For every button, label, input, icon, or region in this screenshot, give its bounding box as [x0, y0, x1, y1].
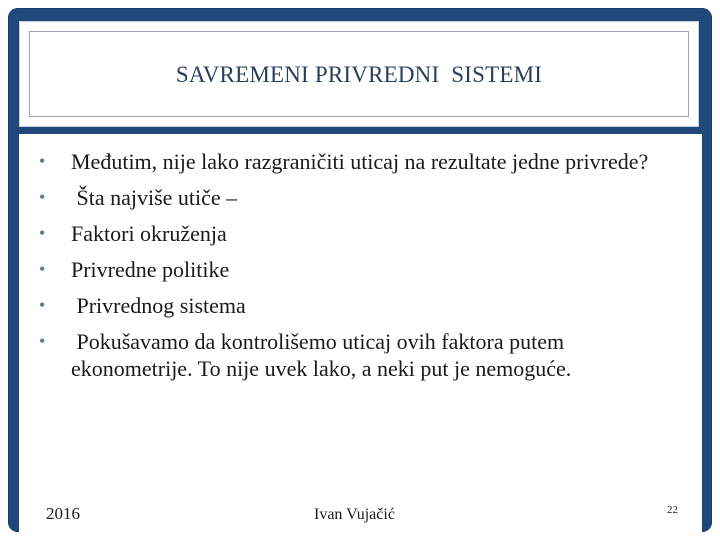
bullet-text: Faktori okruženja — [71, 221, 227, 246]
bullet-icon: • — [39, 151, 46, 171]
bullet-list — [39, 148, 679, 391]
slide-footer — [19, 494, 702, 534]
bullet-icon: • — [39, 295, 46, 315]
footer-year: 2016 — [46, 504, 80, 523]
bullet-item — [39, 328, 679, 382]
bullet-item — [39, 184, 679, 211]
bullet-text: Šta najviše utiče – — [71, 185, 238, 210]
title-box — [19, 21, 699, 127]
content-box — [19, 134, 702, 534]
bullet-item — [39, 148, 679, 175]
bullet-icon: • — [39, 331, 46, 351]
title-inner-border — [29, 31, 689, 117]
bullet-icon: • — [39, 223, 46, 243]
page-number: 22 — [667, 504, 678, 516]
bullet-text: Pokušavamo da kontrolišemo uticaj ovih faktora putem ekonometrije. To nije uvek lako, a neki put je nemoguće. — [71, 329, 572, 381]
bullet-item — [39, 256, 679, 283]
bullet-item — [39, 220, 679, 247]
footer-author: Ivan Vujačić — [314, 506, 395, 523]
bullet-icon: • — [39, 187, 46, 207]
bullet-text: Privrednog sistema — [71, 293, 246, 318]
bullet-text: Privredne politike — [71, 257, 230, 282]
bullet-icon: • — [39, 259, 46, 279]
bullet-text: Međutim, nije lako razgraničiti uticaj na rezultate jedne privrede? — [71, 149, 649, 174]
slide-title: SAVREMENI PRIVREDNI SISTEMI — [175, 62, 543, 87]
bullet-item — [39, 292, 679, 319]
